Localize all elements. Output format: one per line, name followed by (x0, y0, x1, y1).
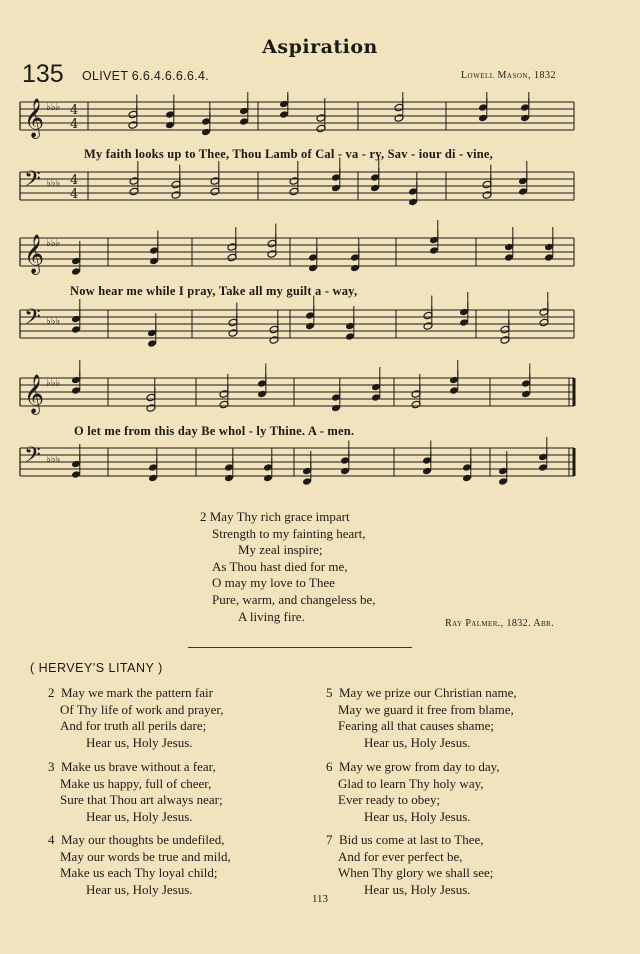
litany-stanza-6 (326, 759, 500, 825)
verse-line: As Thou hast died for me, (212, 558, 348, 574)
key-signature-icon: ♭♭♭ (46, 378, 61, 389)
stanza-line: May we grow from day to day, (339, 759, 500, 774)
stanza-line: Sure that Thou art always near; (60, 792, 223, 808)
stanza-line: Glad to learn Thy holy way, (338, 775, 484, 791)
lyrics-line-1: My faith looks up to Thee, Thou Lamb of Cal - va - ry, Sav - iour di - vine, (84, 147, 493, 161)
stanza-line: May our thoughts be undefiled, (61, 832, 225, 847)
key-signature-icon: ♭♭♭ (46, 454, 61, 465)
lyrics-line-3: O let me from this day Be whol - ly Thine. A - men. (74, 424, 355, 438)
stanza-line: Hear us, Holy Jesus. (364, 734, 471, 750)
verse-line: My zeal inspire; (238, 542, 323, 558)
stanza-line: And for truth all perils dare; (60, 718, 207, 734)
stanza-number: 6 (326, 759, 333, 774)
verse-number: 2 (200, 509, 207, 524)
stanza-line: May we prize our Christian name, (339, 685, 517, 700)
stanza-line: Ever ready to obey; (338, 792, 441, 808)
treble-clef-icon: 𝄞 (24, 374, 45, 414)
divider (188, 647, 412, 648)
time-signature-icon: 4 (70, 117, 79, 132)
litany-stanza-4 (48, 832, 231, 898)
bass-clef-icon: 𝄢 (24, 305, 41, 335)
stanza-line: Hear us, Holy Jesus. (86, 734, 193, 750)
stanza-number: 2 (48, 685, 55, 700)
composer-credit: Lowell Mason, 1832 (460, 70, 556, 81)
treble-clef-icon: 𝄞 (24, 98, 45, 138)
litany-stanza-2 (48, 685, 224, 751)
stanza-line: Fearing all that causes shame; (338, 718, 494, 734)
stanza-line: Make us happy, full of cheer, (60, 775, 212, 791)
hymn-number: 135 (22, 60, 64, 88)
bass-clef-icon: 𝄢 (24, 443, 41, 473)
stanza-number: 3 (48, 759, 55, 774)
time-signature-icon: 4 (70, 173, 79, 188)
verse-line: Strength to my fainting heart, (212, 525, 366, 541)
litany-heading: ( HERVEY'S LITANY ) (30, 661, 163, 675)
verse-line: Pure, warm, and changeless be, (212, 591, 376, 607)
verse-line: O may my love to Thee (212, 575, 335, 591)
stanza-number: 5 (326, 685, 333, 700)
stanza-line: Hear us, Holy Jesus. (86, 881, 193, 897)
key-signature-icon: ♭♭♭ (46, 238, 61, 249)
stanza-line: May our words be true and mild, (60, 848, 231, 864)
bass-clef-icon: 𝄢 (24, 167, 41, 197)
lyrics-line-2: Now hear me while I pray, Take all my guilt a - way, (70, 284, 358, 298)
stanza-line: Hear us, Holy Jesus. (364, 881, 471, 897)
time-signature-icon: 4 (70, 187, 79, 202)
litany-stanza-7 (326, 832, 493, 898)
tune-name: OLIVET 6.6.4.6.6.6.4. (82, 69, 209, 83)
key-signature-icon: ♭♭♭ (46, 178, 61, 189)
author-credit: Ray Palmer., 1832. Abr. (445, 618, 554, 629)
verse-line: May Thy rich grace impart (209, 509, 350, 524)
verse-2 (200, 509, 376, 625)
litany-stanza-5 (326, 685, 517, 751)
key-signature-icon: ♭♭♭ (46, 316, 61, 327)
stanza-line: When Thy glory we shall see; (338, 865, 494, 881)
stanza-line: May we guard it free from blame, (338, 701, 514, 717)
stanza-number: 7 (326, 832, 333, 847)
time-signature-icon: 4 (70, 103, 79, 118)
page-title: Aspiration (262, 36, 378, 58)
verse-line: A living fire. (238, 608, 305, 624)
key-signature-icon: ♭♭♭ (46, 102, 61, 113)
stanza-number: 4 (48, 832, 55, 847)
stanza-line: Hear us, Holy Jesus. (86, 808, 193, 824)
treble-clef-icon: 𝄞 (24, 234, 45, 274)
litany-stanza-3 (48, 759, 223, 825)
stanza-line: Hear us, Holy Jesus. (364, 808, 471, 824)
page-number: 113 (311, 893, 329, 905)
stanza-line: May we mark the pattern fair (61, 685, 213, 700)
stanza-line: Make us each Thy loyal child; (60, 865, 218, 881)
stanza-line: And for ever perfect be, (338, 848, 463, 864)
stanza-line: Bid us come at last to Thee, (339, 832, 484, 847)
stanza-line: Of Thy life of work and prayer, (60, 701, 224, 717)
stanza-line: Make us brave without a fear, (61, 759, 216, 774)
